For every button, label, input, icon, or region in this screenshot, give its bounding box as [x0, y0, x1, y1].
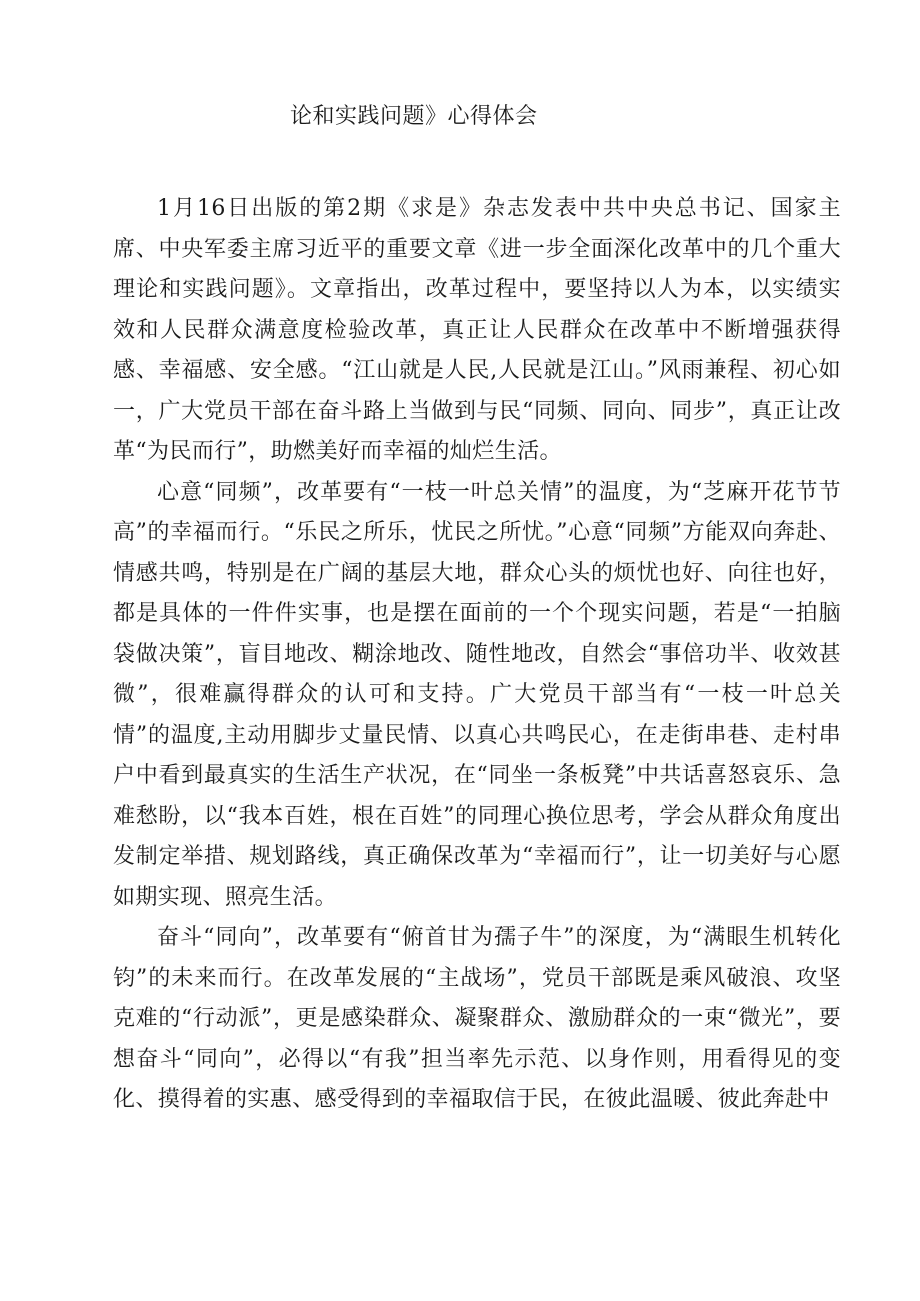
paragraph-1: 1月16日出版的第2期《求是》杂志发表中共中央总书记、国家主席、中央军委主席习近平的重要文章《进一步全面深化改革中的几个重大理论和实践问题》。文章指出，改革过程中，要坚持以人为本，以实绩实效和人民群众满意度检验改革，真正让人民群众在改革中不断增强获得感、幸福感、安全感。“江山就是人民,人民就是江山。”风雨兼程、初心如一，广大党员干部在奋斗路上当做到与民“同频、同向、同步”，真正让改革“为民而行”，助燃美好而幸福的灿烂生活。 — [113, 196, 841, 464]
paragraph-3: 奋斗“同向”，改革要有“俯首甘为孺子牛”的深度，为“满眼生机转化钧”的未来而行。在改革发展的“主战场”，党员干部既是乘风破浪、攻坚克难的“行动派”，更是感染群众、凝聚群众、激励群众的一束“微光”，要想奋斗“同向”，必得以“有我”担当率先示范、以身作则，用看得见的变化、摸得着的实惠、感受得到的幸福取信于民，在彼此温暖、彼此奔赴中 — [113, 925, 841, 1112]
article-body — [113, 189, 841, 1121]
page-title: 论和实践问题》心得体会 — [290, 104, 538, 129]
paragraph-2: 心意“同频”，改革要有“一枝一叶总关情”的温度，为“芝麻开花节节高”的幸福而行。“乐民之所乐，忧民之所忧。”心意“同频”方能双向奔赴、情感共鸣，特别是在广阔的基层大地，群众心头的烦忧也好、向往也好，都是具体的一件件实事，也是摆在面前的一个个现实问题，若是“一拍脑袋做决策”，盲目地改、糊涂地改、随性地改，自然会“事倍功半、收效甚微”，很难赢得群众的认可和支持。广大党员干部当有“一枝一叶总关情”的温度,主动用脚步丈量民情、以真心共鸣民心，在走街串巷、走村串户中看到最真实的生活生产状况，在“同坐一条板凳”中共话喜怒哀乐、急难愁盼，以“我本百姓，根在百姓”的同理心换位思考，学会从群众角度出发制定举措、规划路线，真正确保改革为“幸福而行”，让一切美好与心愿如期实现、照亮生活。 — [113, 479, 841, 910]
